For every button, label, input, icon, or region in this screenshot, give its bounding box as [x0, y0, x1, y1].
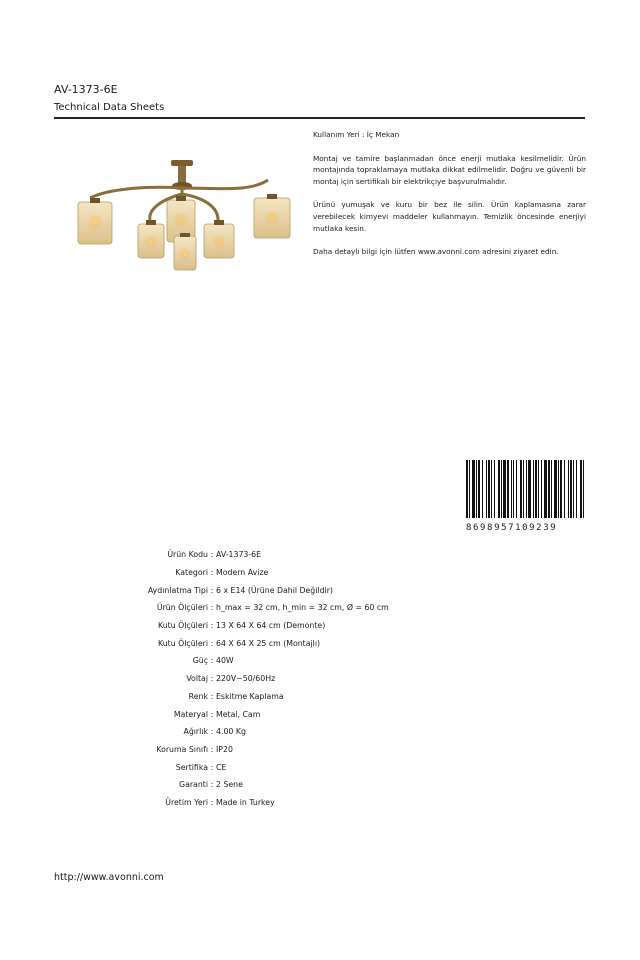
- spec-row: [54, 546, 389, 564]
- spec-row: [54, 758, 389, 776]
- spec-value: Eskitme Kaplama: [216, 691, 284, 701]
- spec-row: [54, 581, 389, 599]
- spec-value: 40W: [216, 656, 234, 666]
- cleaning-note: Ürünü yumuşak ve kuru bir bez ile silin. Ürün kaplamasına zarar verebilecek kimyevi maddeler kullanmayın. Temizlik öncesinde enerjiyi mutlaka kesin.: [313, 200, 586, 233]
- product-image: [70, 150, 300, 280]
- document-header: [54, 83, 585, 119]
- spec-row: [54, 634, 389, 652]
- spec-key: Renk: [188, 691, 208, 701]
- spec-row: [54, 652, 389, 670]
- spec-row: [54, 723, 389, 741]
- barcode-digits: 8698957109239: [466, 523, 558, 533]
- spec-key: Güç: [192, 656, 208, 666]
- spec-row: [54, 564, 389, 582]
- spec-key: Kutu Ölçüleri: [157, 621, 208, 631]
- spec-separator: :: [210, 638, 214, 648]
- spec-separator: :: [210, 674, 214, 684]
- spec-value: 64 X 64 X 25 cm (Montajlı): [216, 638, 321, 648]
- website-note: Daha detaylı bilgi için lütfen www.avonni.com adresini ziyaret edin.: [313, 247, 559, 257]
- spec-value: 220V~50/60Hz: [216, 674, 276, 684]
- spec-key: Kategori: [175, 568, 208, 578]
- chandelier-illustration: [70, 150, 300, 280]
- spec-separator: :: [210, 621, 214, 631]
- spec-value: Made in Turkey: [216, 797, 275, 807]
- spec-separator: :: [210, 780, 214, 790]
- spec-table: [54, 546, 389, 811]
- spec-row: [54, 741, 389, 759]
- spec-value: Metal, Cam: [216, 709, 261, 719]
- spec-row: [54, 617, 389, 635]
- usage-location: Kullanım Yeri : İç Mekan: [313, 130, 400, 139]
- spec-key: Koruma Sınıfı: [156, 744, 208, 754]
- spec-separator: :: [210, 744, 214, 754]
- spec-separator: :: [210, 691, 214, 701]
- spec-value: h_max = 32 cm, h_min = 32 cm, Ø = 60 cm: [216, 603, 389, 613]
- spec-row: [54, 794, 389, 812]
- spec-separator: :: [210, 550, 214, 560]
- spec-value: 13 X 64 X 64 cm (Demonte): [216, 621, 326, 631]
- spec-key: Materyal: [173, 709, 208, 719]
- spec-key: Sertifika: [175, 762, 208, 772]
- spec-key: Kutu Ölçüleri: [157, 638, 208, 648]
- spec-value: AV-1373-6E: [216, 550, 262, 560]
- spec-key: Ağırlık: [183, 727, 208, 737]
- spec-value: 4.00 Kg: [216, 727, 246, 737]
- spec-row: [54, 776, 389, 794]
- spec-key: Ürün Ölçüleri: [156, 603, 208, 613]
- spec-separator: :: [210, 656, 214, 666]
- spec-value: CE: [216, 762, 227, 772]
- barcode: [466, 460, 584, 533]
- spec-value: 2 Sene: [216, 780, 243, 790]
- spec-value: 6 x E14 (Ürüne Dahil Değildir): [216, 585, 333, 595]
- spec-row: [54, 705, 389, 723]
- spec-separator: :: [210, 797, 214, 807]
- barcode-bars: [466, 460, 584, 518]
- spec-separator: :: [210, 727, 214, 737]
- header-rule: [54, 117, 585, 119]
- spec-separator: :: [210, 568, 214, 578]
- footer-url[interactable]: http://www.avonni.com: [54, 872, 164, 883]
- spec-value: Modern Avize: [216, 568, 269, 578]
- spec-key: Üretim Yeri: [165, 797, 208, 807]
- spec-separator: :: [210, 585, 214, 595]
- spec-value: IP20: [216, 744, 233, 754]
- spec-key: Ürün Kodu: [167, 550, 208, 560]
- spec-row: [54, 599, 389, 617]
- spec-key: Aydınlatma Tipi: [147, 585, 208, 595]
- usage-info: [313, 129, 586, 270]
- spec-separator: :: [210, 762, 214, 772]
- spec-key: Garanti: [179, 780, 208, 790]
- spec-row: [54, 670, 389, 688]
- spec-separator: :: [210, 709, 214, 719]
- product-code-title: AV-1373-6E: [54, 83, 118, 96]
- spec-separator: :: [210, 603, 214, 613]
- installation-note: Montaj ve tamire başlanmadan önce enerji mutlaka kesilmelidir. Ürün montajında topraklamaya mutlaka dikkat edilmelidir. Doğru ve güvenli bir montaj için sertifikalı bir elektrikçiye başvurulmalıdır.: [313, 153, 586, 186]
- spec-key: Voltaj: [186, 674, 208, 684]
- document-subtitle: Technical Data Sheets: [54, 102, 165, 113]
- spec-row: [54, 688, 389, 706]
